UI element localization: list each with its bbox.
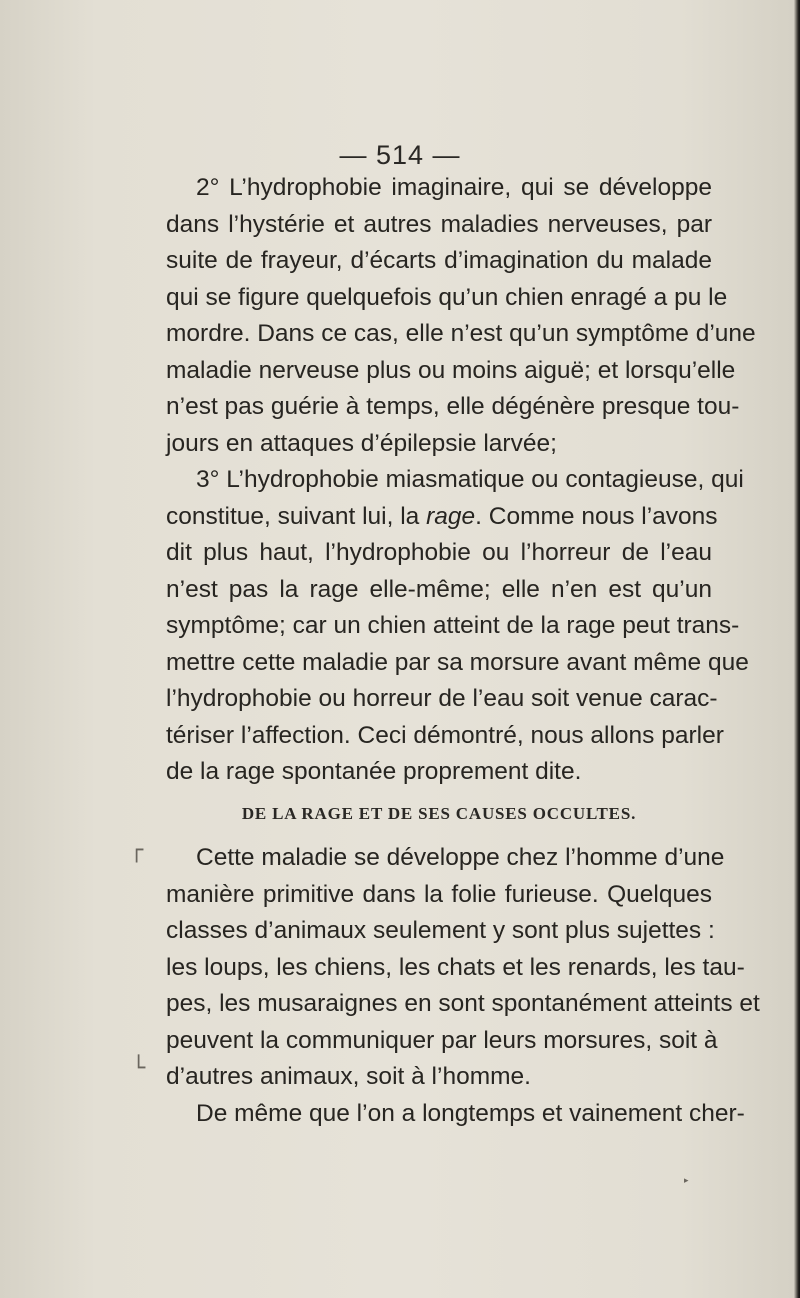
text-line: classes d’animaux seulement y sont plus sujettes : xyxy=(166,917,715,944)
text-line: pes, les musaraignes en sont spontanément atteints et xyxy=(166,990,760,1017)
text-line: peuvent la communiquer par leurs morsures, soit à xyxy=(166,1026,718,1054)
body-text-lower xyxy=(166,840,760,1132)
text-fragment: constitue, suivant lui, la xyxy=(166,502,427,530)
text-line: jours en attaques d’épilepsie larvée; xyxy=(166,429,557,457)
text-line: tériser l’affection. Ceci démontré, nous allons parler xyxy=(166,721,724,749)
page-number: — 514 — xyxy=(339,140,461,170)
text-line: l’hydrophobie ou horreur de l’eau soit venue carac- xyxy=(166,685,718,712)
text-line: suite de frayeur, d’écarts d’imagination du malade xyxy=(166,247,712,274)
text-line: maladie nerveuse plus ou moins aiguë; et lorsqu’elle xyxy=(166,356,736,384)
text-line: manière primitive dans la folie furieuse. Quelques xyxy=(166,880,712,908)
text-line: symptôme; car un chien atteint de la rage peut trans- xyxy=(166,612,740,639)
text-line: n’est pas la rage elle-même; elle n’en est qu’un xyxy=(166,575,712,603)
speck-mark: ▸ xyxy=(684,1176,689,1186)
paragraph-hydrophobie-imaginaire xyxy=(166,170,756,462)
text-line: n’est pas guérie à temps, elle dégénère presque tou- xyxy=(166,393,740,420)
text-line xyxy=(166,499,718,536)
paragraph-de-meme xyxy=(166,1096,745,1133)
paragraph-hydrophobie-miasmatique xyxy=(166,462,749,791)
text-line: De même que l’on a longtemps et vainement cher- xyxy=(196,1099,745,1127)
text-fragment: . Comme nous l’avons xyxy=(475,502,718,530)
text-line: dans l’hystérie et autres maladies nerveuses, par xyxy=(166,210,712,238)
text-line: mettre cette maladie par sa morsure avant même que xyxy=(166,648,749,676)
italic-rage: rage xyxy=(426,502,476,530)
text-line: de la rage spontanée proprement dite. xyxy=(166,758,582,785)
text-line: les loups, les chiens, les chats et les renards, les tau- xyxy=(166,953,745,981)
body-text-upper xyxy=(166,170,756,791)
section-heading: DE LA RAGE ET DE SES CAUSES OCCULTES. xyxy=(241,804,637,823)
text-line: d’autres animaux, soit à l’homme. xyxy=(166,1063,531,1090)
text-line: 3° L’hydrophobie miasmatique ou contagieuse, qui xyxy=(196,466,744,493)
margin-pencil-mark-bottom: └ xyxy=(132,1056,146,1081)
paragraph-rage-spontanee xyxy=(166,840,760,1096)
text-line: qui se figure quelquefois qu’un chien enragé a pu le xyxy=(166,283,728,311)
text-line: Cette maladie se développe chez l’homme d’une xyxy=(196,844,725,871)
page-edge-shadow xyxy=(794,0,800,1298)
text-line: mordre. Dans ce cas, elle n’est qu’un symptôme d’une xyxy=(166,320,756,347)
margin-pencil-mark-top: ┌ xyxy=(130,838,144,863)
text-line: dit plus haut, l’hydrophobie ou l’horreur de l’eau xyxy=(166,539,712,566)
text-line: 2° L’hydrophobie imaginaire, qui se développe xyxy=(196,174,712,201)
